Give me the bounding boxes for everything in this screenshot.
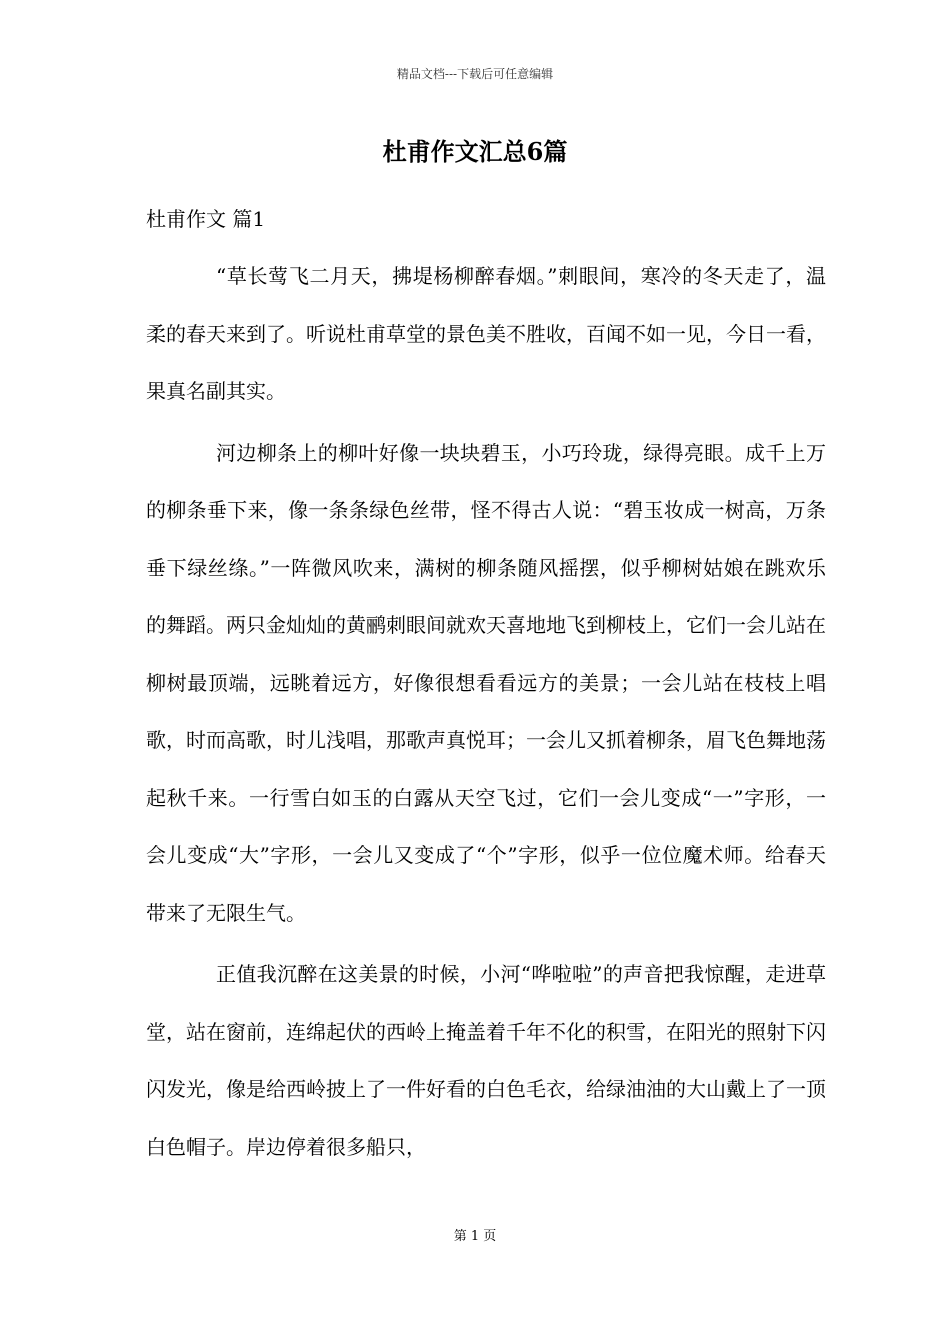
section-title: 杜甫作文 篇1 — [146, 207, 266, 231]
paragraph: 正值我沉醉在这美景的时候，小河“哗啦啦”的声音把我惊醒，走进草堂，站在窗前，连绵起伏的西岭上掩盖着千年不化的积雪，在阳光的照射下闪闪发光，像是给西岭披上了一件好看的白色毛衣，给绿油油的大山戴上了一顶白色帽子。岸边停着很多船只， — [146, 962, 826, 1159]
document-body — [146, 190, 826, 1176]
paragraph: 河边柳条上的柳叶好像一块块碧玉，小巧玲珑，绿得亮眼。成千上万的柳条垂下来，像一条条绿色丝带，怪不得古人说：“碧玉妆成一树高，万条垂下绿丝绦。”一阵微风吹来，满树的柳条随风摇摆，似乎柳树姑娘在跳欢乐的舞蹈。两只金灿灿的黄鹂刺眼间就欢天喜地地飞到柳枝上，它们一会儿站在柳树最顶端，远眺着远方，好像很想看看远方的美景；一会儿站在枝枝上唱歌，时而高歌，时儿浅唱，那歌声真悦耳；一会儿又抓着柳条，眉飞色舞地荡起秋千来。一行雪白如玉的白露从天空飞过，它们一会儿变成“一”字形，一会儿变成“大”字形，一会儿又变成了“个”字形，似乎一位位魔术师。给春天带来了无限生气。 — [146, 440, 826, 925]
document-title: 杜甫作文汇总6篇 — [382, 137, 568, 166]
page-header: 精品文档---下载后可任意编辑 — [396, 67, 554, 81]
page-number: 第 1 页 — [453, 1229, 497, 1244]
paragraph: “草长莺飞二月天，拂堤杨柳醉春烟。”刺眼间，寒冷的冬天走了，温柔的春天来到了。听说杜甫草堂的景色美不胜收，百闻不如一见，今日一看，果真名副其实。 — [146, 264, 826, 403]
